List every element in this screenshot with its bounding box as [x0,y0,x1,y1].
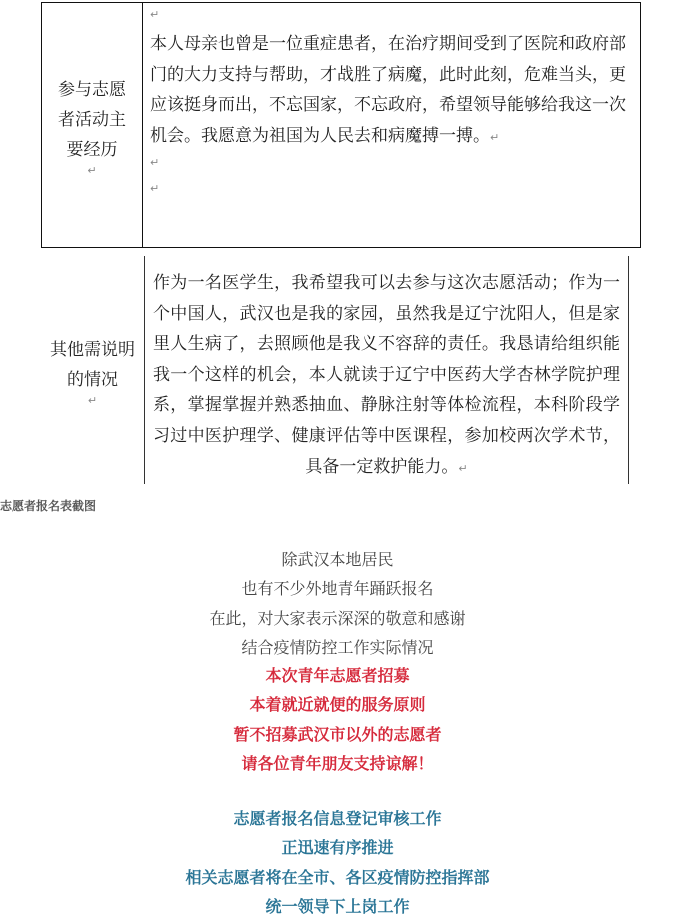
paragraph-mark-icon: ↵ [150,182,160,195]
other-info-label: 其他需说明的情况 ↵ [50,339,135,407]
other-info-text: 作为一名医学生，我希望我可以去参与这次志愿活动；作为一个中国人，武汉也是我的家园，虽然我是辽宁沈阳人，但是家里人生病了，去照顾他是我义不容辞的责任。我恳请给组织能我一个这样的机会，本人就读于辽宁中医药大学杏林学院护理系，掌握掌握并熟悉抽血、静脉注射等体检流程，本科阶段学习过中医护理学、健康评估等中医课程，参加校两次学术节，具备一定救护能力。 [153,273,620,477]
message-line: 在此，对大家表示深深的敬意和感谢 [209,608,466,628]
paragraph-mark-icon: ↵ [150,8,160,21]
paragraph-mark-icon: ↵ [87,393,98,407]
image-caption: 志愿者报名表截图 [0,499,97,513]
paragraph-mark-icon: ↵ [458,461,468,475]
paragraph-mark-icon: ↵ [150,156,160,169]
message-line: 也有不少外地青年踊跃报名 [241,579,434,599]
experience-text: 本人母亲也曾是一位重症患者，在治疗期间受到了医院和政府部门的大力支持与帮助，才战胜了病魔，此时此刻，危难当头，更应该挺身而出，不忘国家，不忘政府，希望领导能够给我这一次机会。我愿意为祖国为人民去和病魔搏一搏。↵ [150,34,626,146]
highlight-line: 相关志愿者将在全市、各区疫情防控指挥部 [185,867,490,887]
other-info-label-cell [41,256,144,484]
red-message-block [0,661,675,779]
experience-label: 参与志愿者活动主要经历 ↵ [52,75,132,176]
highlight-line: 统一领导下上岗工作 [265,897,410,917]
highlight-line: 本次青年志愿者招募 [265,666,410,685]
highlight-line: 志愿者报名信息登记审核工作 [233,809,442,828]
gray-message-block [0,545,675,663]
message-line: 除武汉本地居民 [281,550,394,569]
other-info-section [41,256,641,484]
highlight-line: 暂不招募武汉市以外的志愿者 [233,724,442,744]
highlight-line: 本着就近就便的服务原则 [249,695,426,715]
experience-content-cell [143,3,640,247]
paragraph-mark-icon: ↵ [87,163,97,177]
paragraph-mark-icon: ↵ [490,130,500,144]
other-info-content-cell [144,256,629,484]
message-line: 结合疫情防控工作实际情况 [241,638,434,658]
highlight-line: 请各位青年朋友支持谅解！ [241,754,434,774]
blue-message-block [0,804,675,922]
experience-label-cell [42,3,143,247]
volunteer-form-table [41,2,641,248]
highlight-line: 正迅速有序推进 [281,838,394,858]
